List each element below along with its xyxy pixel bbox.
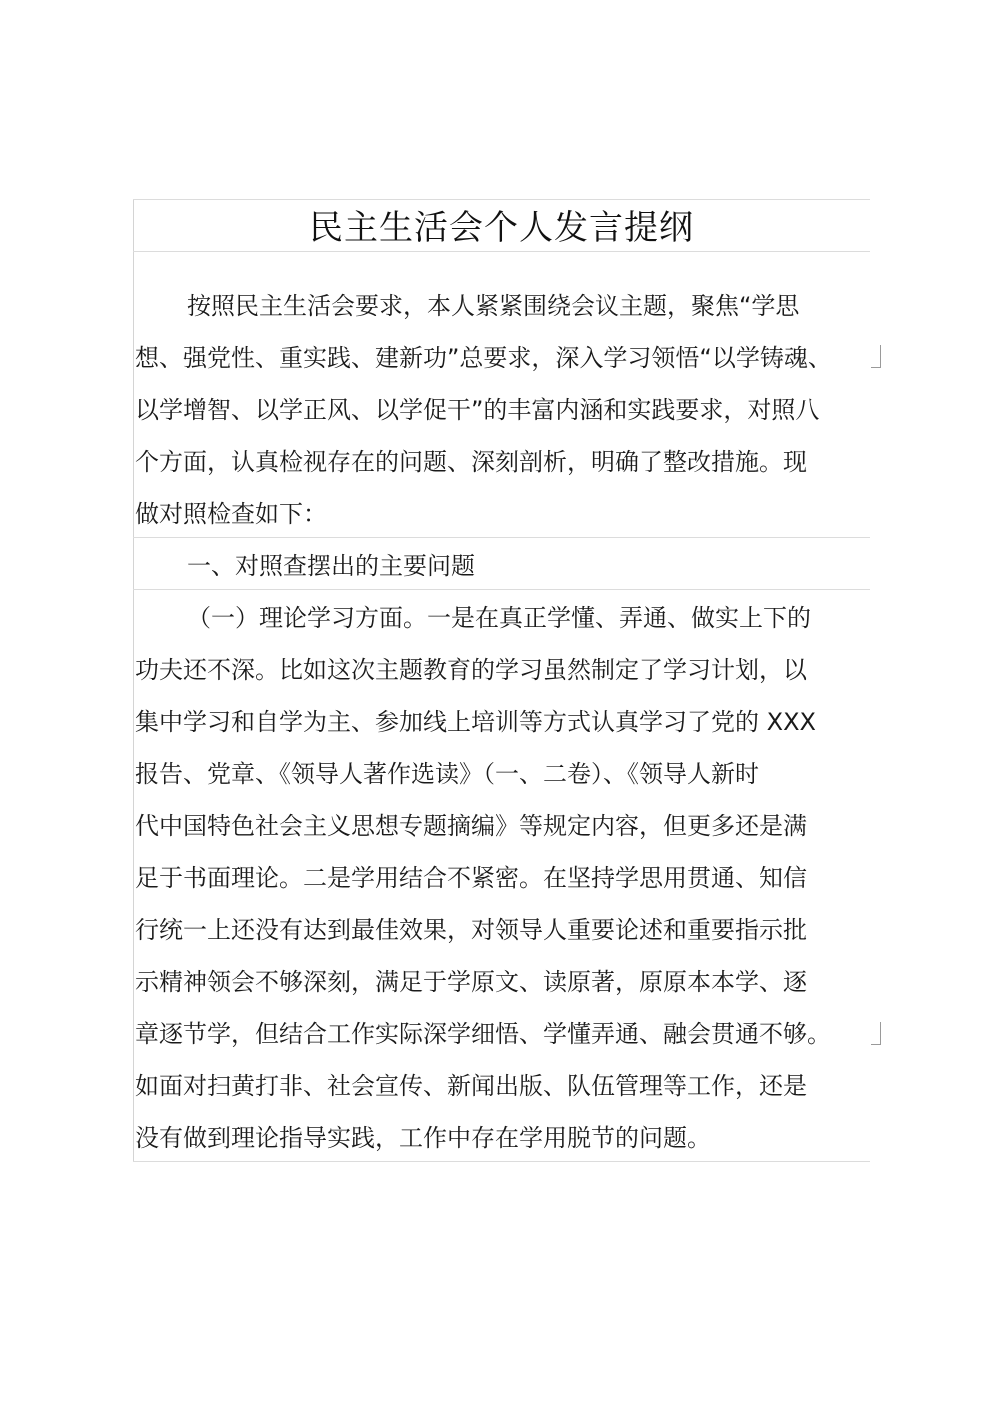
section-heading: 一、对照查摆出的主要问题: [187, 552, 475, 580]
divider: [133, 537, 870, 538]
paragraph-line: 行统一上还没有达到最佳效果，对领导人重要论述和重要指示批: [135, 916, 807, 944]
divider: [133, 1161, 870, 1162]
paragraph-line: 以学增智、以学正风、以学促干”的丰富内涵和实践要求，对照八: [135, 396, 820, 424]
divider: [133, 251, 870, 252]
paragraph-line: 集中学习和自学为主、参加线上培训等方式认真学习了党的 XXX: [135, 708, 816, 736]
paragraph-line: 代中国特色社会主义思想专题摘编》等规定内容，但更多还是满: [135, 812, 807, 840]
paragraph-line: 做对照检查如下：: [135, 500, 327, 528]
document-title: 民主生活会个人发言提纲: [309, 208, 694, 248]
paragraph-line: 章逐节学，但结合工作实际深学细悟、学懂弄通、融会贯通不够。: [135, 1020, 831, 1048]
paragraph-line: （一）理论学习方面。一是在真正学懂、弄通、做实上下的: [187, 604, 811, 632]
paragraph-line: 示精神领会不够深刻，满足于学原文、读原著，原原本本学、逐: [135, 968, 807, 996]
margin-mark: [871, 345, 881, 368]
paragraph-line: 足于书面理论。二是学用结合不紧密。在坚持学思用贯通、知信: [135, 864, 807, 892]
paragraph-line: 功夫还不深。比如这次主题教育的学习虽然制定了学习计划，以: [135, 656, 807, 684]
paragraph-line: 如面对扫黄打非、社会宣传、新闻出版、队伍管理等工作，还是: [135, 1072, 807, 1100]
paragraph-line: 没有做到理论指导实践，工作中存在学用脱节的问题。: [135, 1124, 711, 1152]
divider: [133, 589, 870, 590]
paragraph-line: 想、强党性、重实践、建新功”总要求，深入学习领悟“以学铸魂、: [135, 344, 832, 372]
divider: [133, 199, 870, 200]
paragraph-line: 个方面，认真检视存在的问题、深刻剖析，明确了整改措施。现: [135, 448, 807, 476]
paragraph-line: 报告、党章、《领导人著作选读》（一、二卷）、《领导人新时: [135, 760, 759, 788]
margin-mark: [871, 1022, 881, 1045]
paragraph-line: 按照民主生活会要求，本人紧紧围绕会议主题，聚焦“学思: [187, 292, 800, 320]
